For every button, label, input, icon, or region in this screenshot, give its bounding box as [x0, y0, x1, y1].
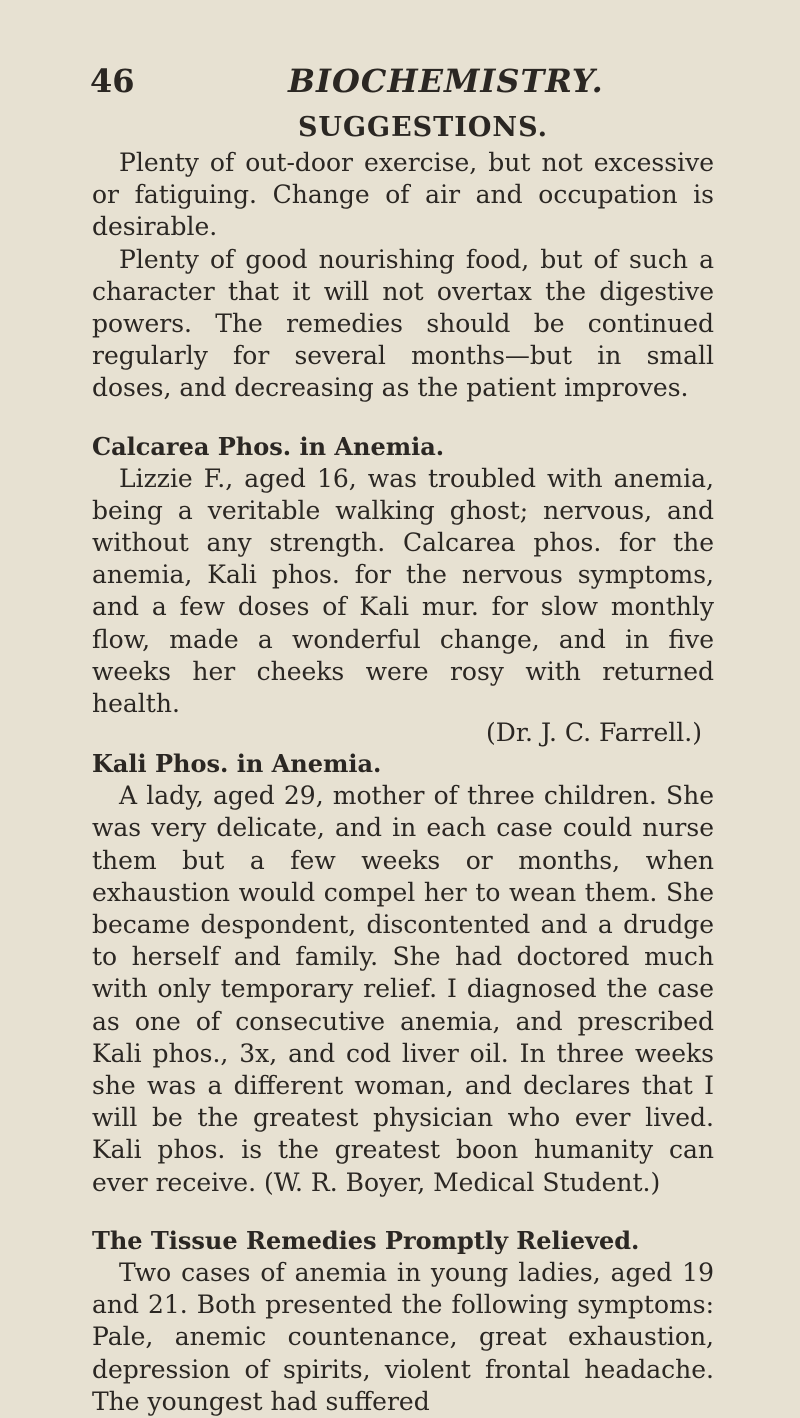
case-signature-farrell: (Dr. J. C. Farrell.) — [486, 718, 702, 748]
case-heading-tissue-remedies: The Tissue Remedies Promptly Relieved. — [92, 1225, 640, 1255]
section-title: SUGGESTIONS. — [297, 112, 549, 143]
page-number: 46 — [90, 62, 135, 100]
page-body — [92, 112, 714, 1418]
suggestion-paragraph-2: Plenty of good nourishing food, but of such a character that it will not overtax the digestive powers. The remedies should be continued regularly for several months—but in small doses, and decreasing as the patient improves. — [92, 244, 714, 403]
case-text-kali-phos: A lady, aged 29, mother of three children. She was very delicate, and in each case could nurse them but a few weeks or months, when exhaustion would compel her to wean them. She became despondent, discontented and a drudge to herself and family. She had doctored much with only temporary relief. I diagnosed the case as one of consecutive anemia, and prescribed Kali phos., 3x, and cod liver oil. In three weeks she was a different woman, and declares that I will be the greatest physician who ever lived. Kali phos. is the greatest boon humanity can ever receive. (W. R. Boyer, Medical Student.) — [92, 781, 714, 1197]
case-heading-kali-phos: Kali Phos. in Anemia. — [92, 749, 382, 779]
case-text-tissue-remedies: Two cases of anemia in young ladies, aged 19 and 21. Both presented the following symptoms: Pale, anemic countenance, great exhaustion, depression of spirits, violent frontal headache. The youngest had suffered — [92, 1257, 714, 1416]
case-text-calcarea: Lizzie F., aged 16, was troubled with anemia, being a veritable walking ghost; nervous, and without any strength. Calcarea phos. for the anemia, Kali phos. for the nervous symptoms, and a few doses of Kali mur. for slow monthly flow, made a wonderful change, and in five weeks her cheeks were rosy with returned health. — [92, 463, 714, 719]
case-heading-calcarea: Calcarea Phos. in Anemia. — [92, 431, 445, 461]
page-header — [0, 62, 800, 102]
running-title: BIOCHEMISTRY. — [288, 62, 604, 100]
suggestion-paragraph-1: Plenty of out-door exercise, but not excessive or fatiguing. Change of air and occupation is desirable. — [92, 148, 714, 242]
